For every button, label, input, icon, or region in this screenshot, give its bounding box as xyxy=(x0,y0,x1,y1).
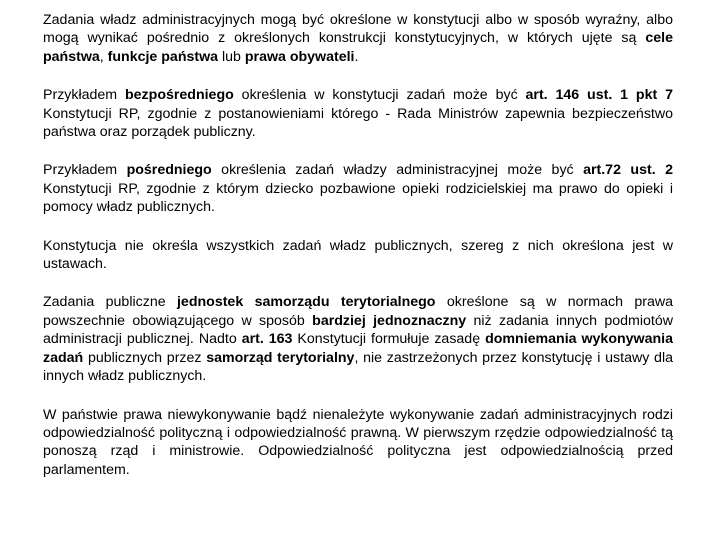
paragraph-responsibility xyxy=(43,406,673,480)
text-segment: określone są w normach prawa powszechnie obowiązującego w sposób xyxy=(43,294,673,329)
paragraph-indirect-example xyxy=(43,161,673,216)
text-segment-bold: prawa obywateli xyxy=(244,48,355,65)
text-segment-bold: art. 163 xyxy=(241,331,293,348)
text-segment: Konstytucja nie określa wszystkich zadań władz publicznych, szereg z nich określona jest w ustawach. xyxy=(43,237,673,273)
text-segment-bold: jednostek samorządu terytorialnego xyxy=(176,294,436,311)
text-segment: publicznych przez xyxy=(83,349,207,366)
text-segment: . xyxy=(354,48,359,65)
text-segment-bold: bezpośredniego xyxy=(125,87,234,104)
document-body xyxy=(43,11,673,479)
text-segment-bold: bardziej jednoznaczny xyxy=(312,312,467,329)
text-segment-bold: cele państwa xyxy=(43,30,673,65)
text-segment: , xyxy=(99,48,108,65)
text-segment-bold: funkcje państwa xyxy=(107,48,219,65)
text-segment-bold: art.72 ust. 2 xyxy=(583,162,673,179)
text-segment-bold: art. 146 ust. 1 pkt 7 xyxy=(525,87,673,104)
text-segment-bold: pośredniego xyxy=(126,162,212,179)
text-segment: Konstytucji RP, zgodnie z postanowieniami którego - Rada Ministrów zapewnia bezpieczeństwo państwa oraz porządek publiczny. xyxy=(43,105,673,141)
paragraph-local-government xyxy=(43,293,673,385)
text-segment: Konstytucji formułuje zasadę xyxy=(292,331,486,348)
text-segment: niż zadania innych podmiotów administracji publicznej. Nadto xyxy=(43,312,673,348)
text-segment: Przykładem xyxy=(43,162,127,179)
text-segment: Zadania władz administracyjnych mogą być określone w konstytucji albo w sposób wyraźny, albo mogą wynikać pośrednio z określonych konstrukcji konstytucyjnych, w których ujęte są xyxy=(43,12,673,47)
paragraph-objectives xyxy=(43,11,673,66)
text-segment: określenia w konstytucji zadań może być xyxy=(233,87,526,104)
paragraph-statutes xyxy=(43,237,673,274)
text-segment: , nie zastrzeżonych przez konstytucję i ustawy dla innych władz publicznych. xyxy=(43,349,673,385)
text-segment: lub xyxy=(218,48,245,65)
text-segment-bold: domniemania wykonywania zadań xyxy=(43,331,673,366)
text-segment: określenia zadań władzy administracyjnej może być xyxy=(211,162,584,179)
text-segment: Zadania publiczne xyxy=(43,294,177,311)
text-segment-bold: samorząd terytorialny xyxy=(206,349,355,366)
text-segment: Przykładem xyxy=(43,87,125,104)
text-segment: W państwie prawa niewykonywanie bądź nienależyte wykonywanie zadań administracyjnych rodzi odpowiedzialność polityczną i odpowiedzialność prawną. W pierwszym rzędzie odpowiedzialność tą ponoszą rząd i ministrowie. Odpowiedzialność polityczna jest odpowiedzialnością przed parlamentem. xyxy=(43,406,673,478)
text-segment: Konstytucji RP, zgodnie z którym dziecko pozbawione opieki rodzicielskiej ma prawo do opieki i pomocy władz publicznych. xyxy=(43,180,673,216)
paragraph-direct-example xyxy=(43,86,673,141)
